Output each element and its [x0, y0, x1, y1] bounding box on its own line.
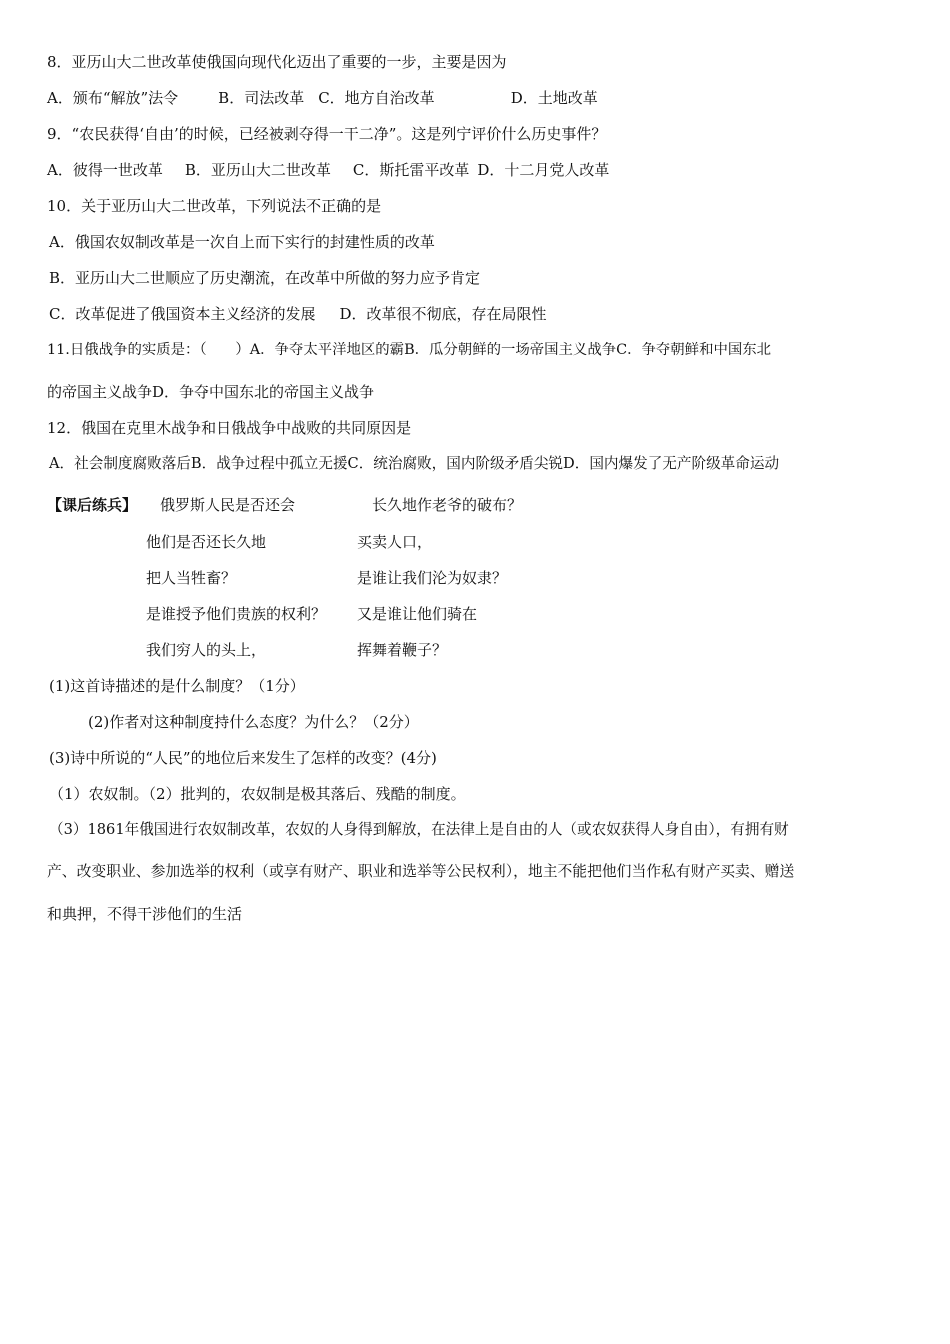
poem-right-5: 挥舞着鞭子？ — [357, 641, 448, 659]
q8-option-a: A．颁布“解放”法令 — [47, 89, 179, 107]
q12-stem: 12．俄国在克里木战争和日俄战争中战败的共同原因是 — [47, 419, 412, 437]
poem-right-3: 是谁让我们沦为奴隶？ — [357, 569, 508, 587]
q9-option-d: D．十二月党人改革 — [477, 161, 610, 179]
answer-3-line1: （3）1861年俄国进行农奴制改革，农奴的人身得到解放，在法律上是自由的人（或农奴获得人身自由），有拥有财 — [49, 821, 789, 838]
q8-option-c: C．地方自治改革 — [318, 89, 435, 107]
q10-option-b: B．亚历山大二世顺应了历史潮流，在改革中所做的努力应予肯定 — [49, 269, 481, 287]
q8-option-d: D．土地改革 — [510, 89, 598, 107]
answer-3-line3: 和典押，不得干涉他们的生活 — [47, 905, 243, 923]
sub-question-3: (3)诗中所说的“人民”的地位后来发生了怎样的改变？(4分) — [49, 749, 437, 767]
q8-stem: 8．亚历山大二世改革使俄国向现代化迈出了重要的一步，主要是因为 — [47, 53, 507, 71]
poem-right-2: 买卖人口， — [357, 533, 433, 551]
q10-option-c: C．改革促进了俄国资本主义经济的发展 — [49, 305, 316, 323]
answer-3-line2: 产、改变职业、参加选举的权利（或享有财产、职业和选举等公民权利），地主不能把他们当作私有财产买卖、赠送 — [47, 863, 795, 880]
q8-option-b: B．司法改革 — [218, 89, 305, 107]
q9-option-b: B．亚历山大二世改革 — [184, 161, 331, 179]
exercise-heading: 【课后练兵】 — [47, 496, 138, 514]
q12-options: A．社会制度腐败落后B．战争过程中孤立无援C．统治腐败，国内阶级矛盾尖锐D．国内爆发了无产阶级革命运动 — [49, 455, 780, 472]
poem-right-1: 长久地作老爷的破布？ — [372, 496, 523, 514]
q11-line2: 的帝国主义战争D．争夺中国东北的帝国主义战争 — [47, 383, 375, 401]
q9-options — [47, 160, 609, 180]
q10-stem: 10．关于亚历山大二世改革，下列说法不正确的是 — [47, 197, 382, 215]
sub-question-1: (1)这首诗描述的是什么制度？（1分） — [49, 677, 305, 695]
poem-left-2: 他们是否还长久地 — [146, 533, 267, 551]
poem-left-3: 把人当牲畜？ — [146, 569, 237, 587]
q10-options-cd — [49, 304, 547, 324]
poem-left-4: 是谁授予他们贵族的权利？ — [146, 605, 327, 623]
q10-option-a: A．俄国农奴制改革是一次自上而下实行的封建性质的改革 — [49, 233, 435, 251]
q8-options — [47, 88, 598, 108]
answer-1-2: （1）农奴制。（2）批判的，农奴制是极其落后、残酷的制度。 — [49, 785, 466, 803]
poem-left-1: 俄罗斯人民是否还会 — [160, 496, 296, 514]
q10-option-d: D．改革很不彻底，存在局限性 — [339, 305, 547, 323]
q11-line1: 11.日俄战争的实质是：（ ）A．争夺太平洋地区的霸B．瓜分朝鲜的一场帝国主义战争C．争夺朝鲜和中国东北 — [47, 342, 772, 358]
poem-right-4: 又是谁让他们骑在 — [357, 605, 478, 623]
q9-option-a: A．彼得一世改革 — [47, 161, 163, 179]
sub-question-2: (2)作者对这种制度持什么态度？为什么？（2分） — [88, 713, 419, 731]
poem-left-5: 我们穷人的头上， — [146, 641, 267, 659]
q9-option-c: C．斯托雷平改革 — [352, 161, 470, 179]
q9-stem: 9．“农民获得‘自由’的时候，已经被剥夺得一干二净”。这是列宁评价什么历史事件？ — [47, 125, 607, 143]
